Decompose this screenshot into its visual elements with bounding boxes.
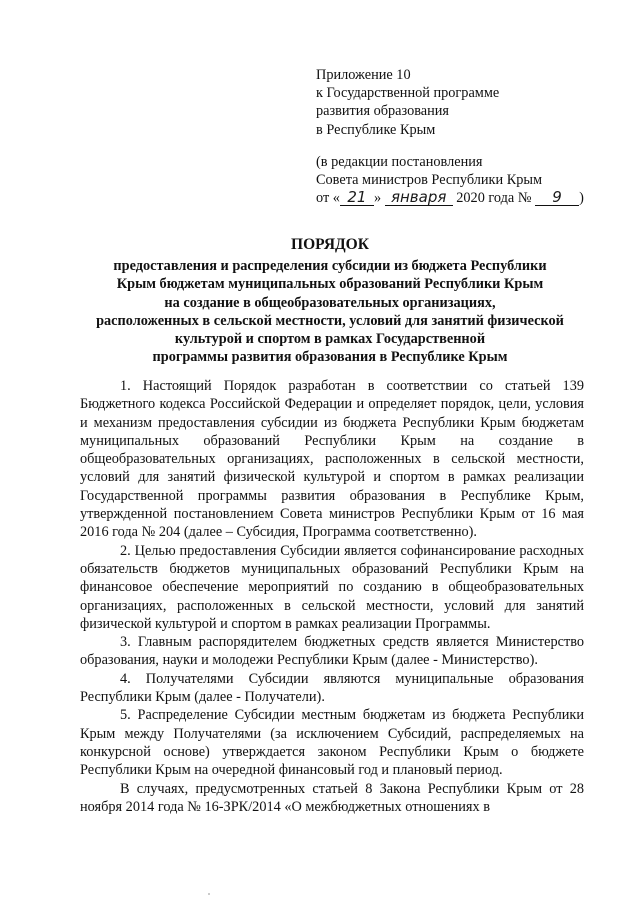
appendix-line: в Республике Крым	[316, 121, 436, 138]
edition-line: (в редакции постановления	[316, 154, 483, 170]
subtitle-line: на создание в общеобразовательных организациях,	[164, 294, 496, 311]
subtitle-line: предоставления и распределения субсидии из бюджета Республики	[113, 258, 547, 274]
document-title: ПОРЯДОК	[291, 236, 369, 253]
subtitle-line: культурой и спортом в рамках Государственной	[174, 331, 486, 348]
paragraph-5: 5. Распределение Субсидии местным бюджетам из бюджета Республики Крым между Получателями (за исключением Субсидий, распределяемых на конкурсной основе) утверждается законом Республики Крым о бюджете Республики Крым на очередной финансовый год и плановый период.	[80, 707, 584, 779]
paragraph-6: В случаях, предусмотренных статьей 8 Закона Республики Крым от 28 ноября 2014 года № 16-ЗРК/2014 «О межбюджетных отношениях в	[80, 780, 584, 815]
handwritten-month: января	[385, 189, 453, 206]
edition-line: Совета министров Республики Крым	[316, 172, 543, 189]
document-body	[80, 377, 584, 816]
paragraph-2: 2. Целью предоставления Субсидии является софинансирование расходных обязательств бюджетов муниципальных образований Республики Крым на финансовое обеспечение мероприятий по созданию в общеобразовательных организациях, расположенных в сельской местности, условий для занятий физической культурой и спортом в рамках реализации Программы.	[80, 542, 584, 632]
scan-speck	[208, 893, 210, 895]
edition-quote-close: »	[373, 190, 382, 207]
appendix-header	[316, 66, 616, 139]
subtitle-line: расположенных в сельской местности, условий для занятий физической	[96, 312, 564, 329]
appendix-line: Приложение 10	[316, 67, 411, 83]
handwritten-number: 9	[535, 189, 579, 206]
paragraph-1: 1. Настоящий Порядок разработан в соответствии со статьей 139 Бюджетного кодекса Российской Федерации и определяет порядок, цели, условия и механизм предоставления субсидии из бюджета Республики Крым бюджетам муниципальных образований Республики Крым на создание в общеобразовательных организациях, расположенных в сельской местности, условий для занятий физической культурой и спортом в рамках реализации Государственной программы развития образования в Республике Крым, утвержденной постановлением Совета министров Республики Крым от 16 мая 2016 года № 204 (далее – Субсидия, Программа соответственно).	[80, 378, 584, 541]
subtitle-line: программы развития образования в Республике Крым	[152, 349, 508, 366]
handwritten-day: 21	[340, 189, 374, 206]
edition-date-line	[316, 189, 616, 207]
edition-note	[316, 153, 616, 208]
paragraph-4: 4. Получателями Субсидии являются муниципальные образования Республики Крым (далее - Получатели).	[80, 670, 584, 706]
edition-year: 2020 года №	[456, 190, 532, 207]
appendix-line: к Государственной программе	[316, 85, 500, 102]
document-subtitle	[60, 257, 600, 367]
appendix-line: развития образования	[316, 103, 450, 120]
subtitle-line: Крым бюджетам муниципальных образований Республики Крым	[116, 276, 544, 293]
edition-close: )	[579, 190, 584, 207]
paragraph-3: 3. Главным распорядителем бюджетных средств является Министерство образования, науки и молодежи Республики Крым (далее - Министерство).	[80, 634, 584, 669]
edition-from-prefix: от «	[316, 190, 340, 207]
